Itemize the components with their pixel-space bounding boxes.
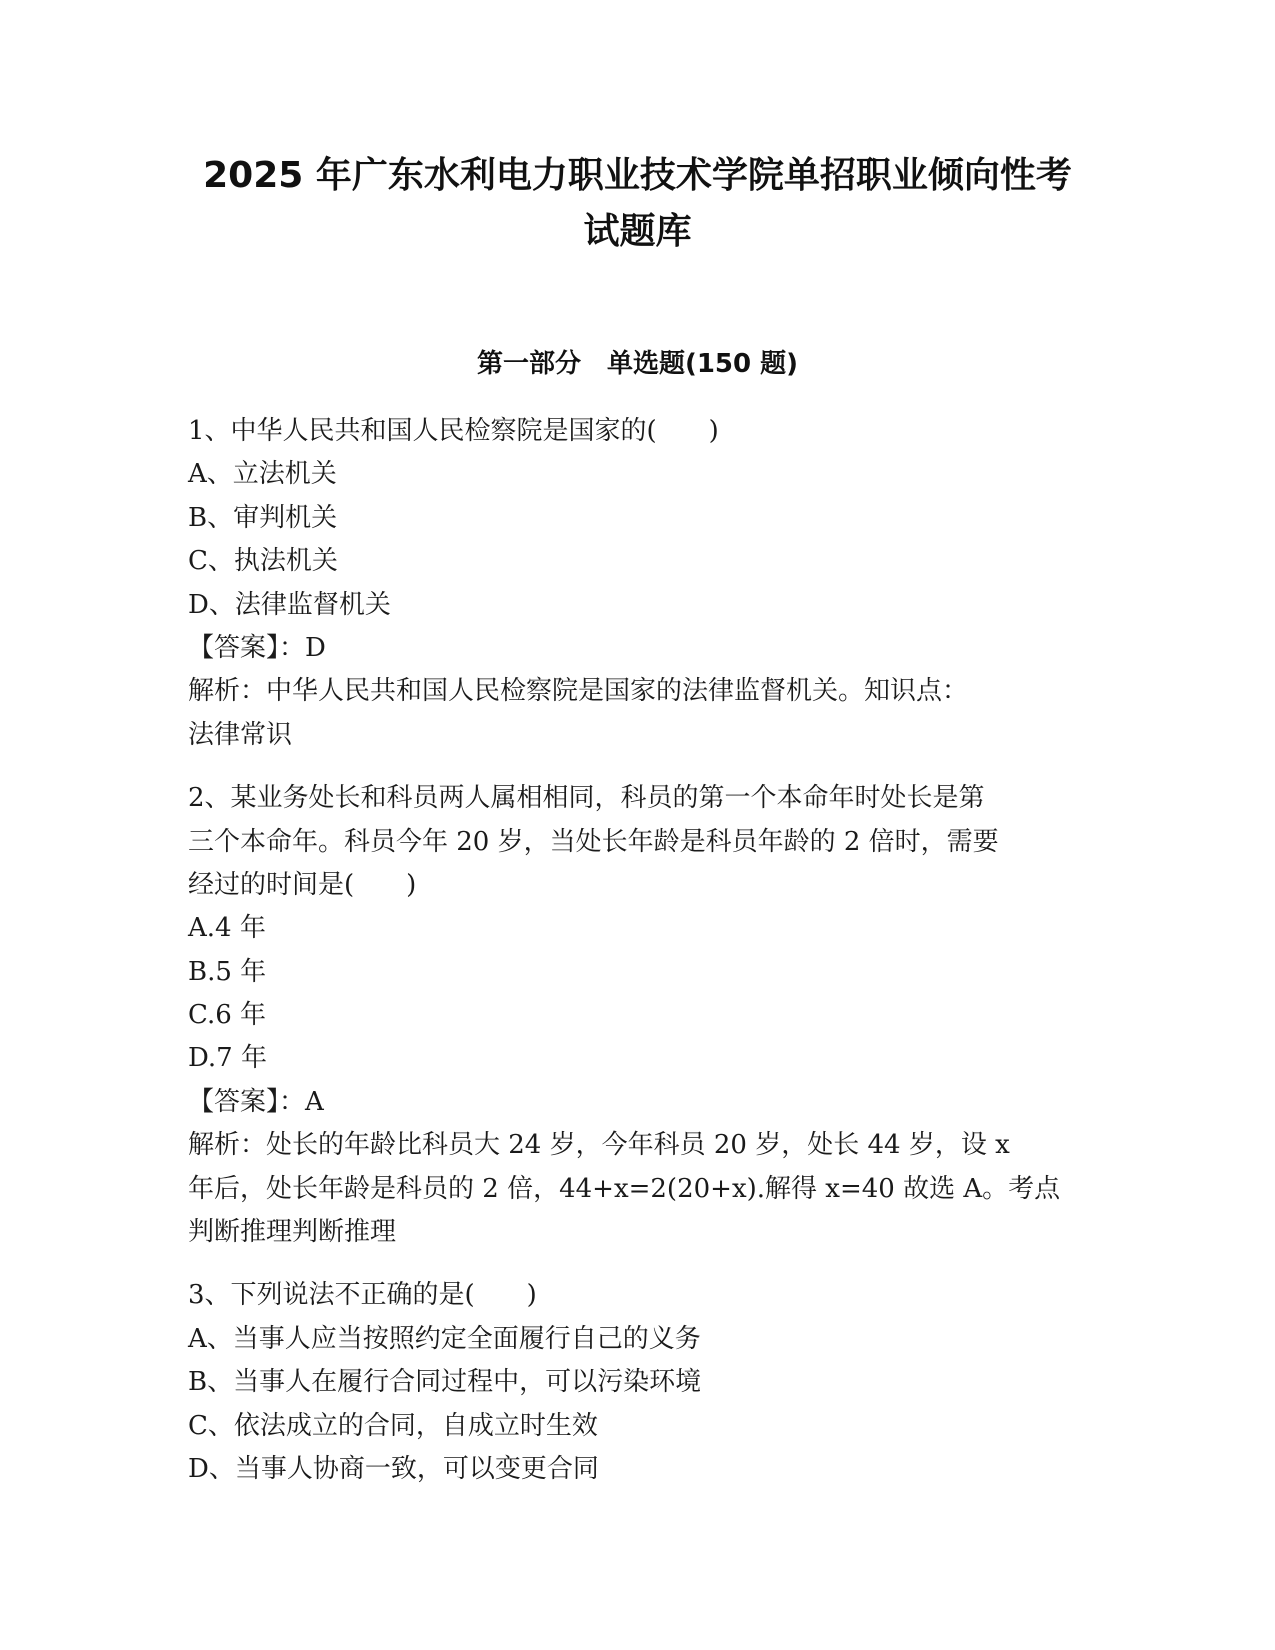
option-d: D、法律监督机关 — [188, 589, 391, 620]
document-title — [150, 148, 1125, 260]
question-list — [188, 410, 1088, 1491]
question-spacer — [188, 1254, 1088, 1274]
option-c: C.6 年 — [188, 1000, 267, 1031]
question-stem: 经过的时间是( ) — [188, 869, 417, 900]
question-1 — [188, 410, 1088, 757]
section-title: 第一部分 单选题(150 题) — [476, 349, 799, 379]
question-stem: 三个本命年。科员今年 20 岁，当处长年龄是科员年龄的 2 倍时，需要 — [188, 826, 999, 857]
question-stem: 2、某业务处长和科员两人属相相同，科员的第一个本命年时处长是第 — [188, 783, 985, 814]
question-stem: 1、中华人民共和国人民检察院是国家的( ) — [188, 416, 719, 446]
option-a: A、当事人应当按照约定全面履行自己的义务 — [188, 1323, 701, 1354]
question-stem: 3、下列说法不正确的是( ) — [188, 1280, 537, 1311]
answer: 【答案】：D — [188, 632, 326, 663]
option-b: B.5 年 — [188, 956, 267, 987]
option-b: B、当事人在履行合同过程中，可以污染环境 — [188, 1367, 702, 1398]
question-2 — [188, 777, 1088, 1254]
answer: 【答案】：A — [188, 1086, 324, 1117]
option-a: A.4 年 — [188, 913, 266, 944]
question-spacer — [188, 757, 1088, 777]
option-d: D.7 年 — [188, 1043, 267, 1074]
analysis-line: 判断推理判断推理 — [188, 1217, 397, 1248]
analysis-line: 解析：中华人民共和国人民检察院是国家的法律监督机关。知识点： — [188, 676, 969, 707]
analysis-line: 年后，处长年龄是科员的 2 倍，44+x=2(20+x).解得 x=40 故选 A。考点 — [188, 1173, 1061, 1204]
document-title-line-1: 2025 年广东水利电力职业技术学院单招职业倾向性考 — [203, 155, 1072, 196]
option-a: A、立法机关 — [188, 459, 337, 490]
analysis-line: 解析：处长的年龄比科员大 24 岁，今年科员 20 岁，处长 44 岁，设 x — [188, 1130, 1010, 1161]
option-d: D、当事人协商一致，可以变更合同 — [188, 1453, 599, 1484]
option-b: B、审判机关 — [188, 502, 338, 533]
option-c: C、依法成立的合同，自成立时生效 — [188, 1410, 598, 1441]
question-3 — [188, 1274, 1088, 1491]
analysis-line: 法律常识 — [188, 719, 293, 750]
document-title-line-2: 试题库 — [583, 211, 692, 252]
option-c: C、执法机关 — [188, 546, 338, 577]
